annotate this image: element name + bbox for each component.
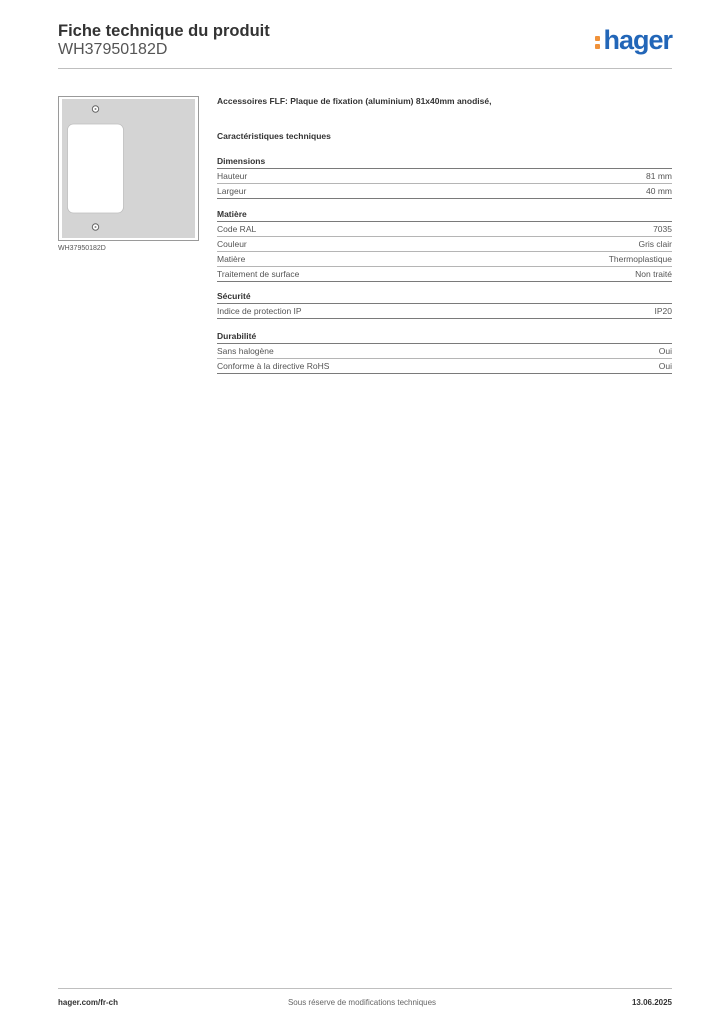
mounting-plate-icon (59, 97, 198, 240)
spec-row (217, 222, 672, 237)
section-title: Matière (217, 207, 672, 222)
section-title: Sécurité (217, 289, 672, 304)
hager-logo (595, 25, 672, 55)
spec-value: Oui (658, 346, 672, 356)
spec-label: Code RAL (217, 224, 257, 234)
section-matiere (217, 207, 672, 282)
product-image (58, 96, 199, 241)
image-caption: WH37950182D (58, 245, 106, 252)
spec-value: 81 mm (646, 171, 672, 181)
product-description: Accessoires FLF: Plaque de fixation (aluminium) 81x40mm anodisé, (217, 96, 492, 106)
spec-label: Traitement de surface (217, 269, 300, 279)
page-title: Fiche technique du produit (58, 22, 270, 40)
spec-row (217, 237, 672, 252)
section-durabilite (217, 329, 672, 374)
section-securite (217, 289, 672, 319)
spec-row (217, 304, 672, 319)
spec-row (217, 359, 672, 374)
page-header (58, 22, 672, 70)
section-title: Dimensions (217, 154, 672, 169)
spec-label: Conforme à la directive RoHS (217, 361, 330, 371)
spec-value: Non traité (635, 269, 672, 279)
spec-label: Matière (217, 254, 246, 264)
logo-text: hager (603, 25, 672, 55)
spec-row (217, 267, 672, 282)
spec-label: Largeur (217, 186, 247, 196)
footer-website-link[interactable]: hager.com/fr-ch (58, 998, 119, 1007)
spec-value: Thermoplastique (608, 254, 672, 264)
spec-row (217, 169, 672, 184)
spec-value: 7035 (653, 224, 672, 234)
spec-label: Hauteur (217, 171, 248, 181)
logo-dots-icon (595, 33, 601, 51)
product-reference: WH37950182D (58, 41, 168, 58)
section-title: Durabilité (217, 329, 672, 344)
spec-label: Sans halogène (217, 346, 274, 356)
spec-label: Indice de protection IP (217, 306, 302, 316)
specs-heading: Caractéristiques techniques (217, 131, 331, 141)
footer-divider (58, 988, 672, 989)
spec-label: Couleur (217, 239, 247, 249)
footer-notice: Sous réserve de modifications techniques (287, 998, 437, 1007)
spec-row (217, 184, 672, 199)
spec-row (217, 252, 672, 267)
spec-value: IP20 (654, 306, 672, 316)
header-divider (58, 68, 672, 69)
spec-value: Gris clair (638, 239, 672, 249)
footer-date: 13.06.2025 (631, 998, 672, 1007)
spec-row (217, 344, 672, 359)
section-dimensions (217, 154, 672, 199)
spec-value: Oui (658, 361, 672, 371)
spec-value: 40 mm (646, 186, 672, 196)
